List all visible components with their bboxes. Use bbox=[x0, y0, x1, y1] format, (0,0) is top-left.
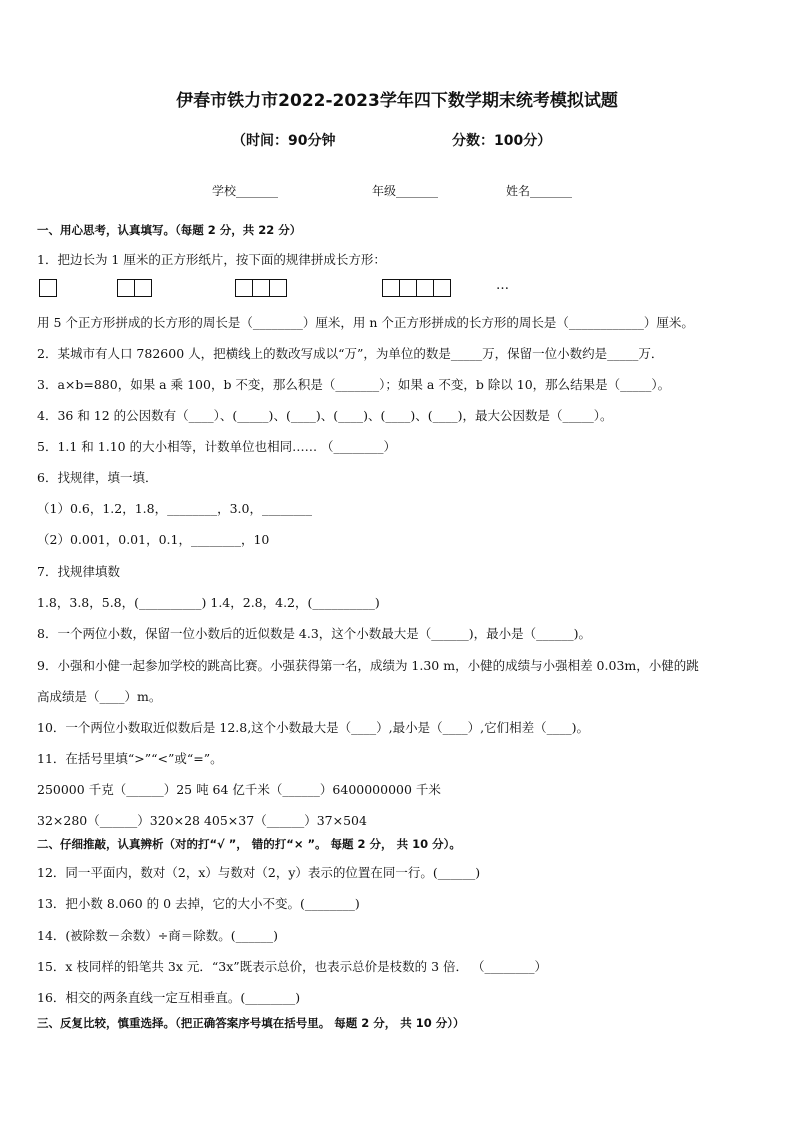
exam-time: （时间：90分钟 bbox=[232, 133, 336, 149]
question-9-line-2: 高成绩是（____）m。 bbox=[37, 689, 162, 704]
question-5: 5．1.1 和 1.10 的大小相等，计数单位也相同…… （________） bbox=[37, 439, 397, 454]
question-6: 6．找规律，填一填． bbox=[37, 470, 158, 485]
question-6-part-2: （2）0.001，0.01，0.1，________，10 bbox=[37, 532, 270, 547]
question-11-row-1: 250000 千克（______）25 吨 64 亿千米（______）6400000000 千米 bbox=[37, 782, 441, 797]
square-group-3 bbox=[235, 279, 287, 297]
square bbox=[134, 279, 152, 297]
name-field: 姓名_______ bbox=[506, 184, 573, 198]
question-15: 15．x 枝同样的铅笔共 3x 元．“3x”既表示总价，也表示总价是枝数的 3 倍． （________） bbox=[37, 959, 548, 974]
square bbox=[269, 279, 287, 297]
square-group-2 bbox=[117, 279, 152, 297]
question-2: 2．某城市有人口 782600 人，把横线上的数改写成以“万”，为单位的数是_____万，保留一位小数约是_____万． bbox=[37, 346, 664, 361]
exam-score: 分数：100分） bbox=[452, 133, 552, 149]
question-14: 14．(被除数－余数）÷商＝除数。(______) bbox=[37, 928, 279, 943]
question-16: 16．相交的两条直线一定互相垂直。(________) bbox=[37, 990, 301, 1005]
question-7-sequences: 1.8，3.8，5.8，(__________) 1.4，2.8，4.2，(__________) bbox=[37, 595, 380, 610]
question-6-part-1: （1）0.6，1.2，1.8，________，3.0，________ bbox=[37, 501, 312, 516]
question-1-answer: 用 5 个正方形拼成的长方形的周长是（________）厘米，用 n 个正方形拼成的长方形的周长是（____________）厘米。 bbox=[37, 315, 694, 330]
square-group-1 bbox=[39, 279, 57, 297]
question-12: 12．同一平面内，数对（2，x）与数对（2，y）表示的位置在同一行。(______) bbox=[37, 865, 481, 880]
square bbox=[39, 279, 57, 297]
question-1: 1．把边长为 1 厘米的正方形纸片，按下面的规律拼成长方形： bbox=[37, 252, 386, 267]
question-9-line-1: 9．小强和小健一起参加学校的跳高比赛。小强获得第一名，成绩为 1.30 m，小健的成绩与小强相差 0.03m，小健的跳 bbox=[37, 658, 699, 673]
school-field: 学校_______ bbox=[212, 184, 279, 198]
question-11-row-2: 32×280（______）320×28 405×37（______）37×504 bbox=[37, 813, 367, 828]
square-group-4 bbox=[382, 279, 451, 297]
square bbox=[252, 279, 270, 297]
square bbox=[416, 279, 434, 297]
grade-field: 年级_______ bbox=[372, 184, 439, 198]
ellipsis: … bbox=[496, 278, 509, 293]
section-1-heading: 一、用心思考，认真填写。（每题 2 分，共 22 分） bbox=[37, 223, 302, 237]
question-7: 7．找规律填数 bbox=[37, 564, 120, 579]
square bbox=[382, 279, 400, 297]
question-3: 3．a×b=880，如果 a 乘 100，b 不变，那么积是（_______）；如果 a 不变，b 除以 10，那么结果是（_____）。 bbox=[37, 377, 671, 392]
section-3-heading: 三、反复比较，慎重选择。（把正确答案序号填在括号里。 每题 2 分， 共 10 分）） bbox=[37, 1016, 465, 1030]
page-title: 伊春市铁力市2022-2023学年四下数学期末统考模拟试题 bbox=[176, 91, 618, 111]
square bbox=[117, 279, 135, 297]
section-2-heading: 二、仔细推敲，认真辨析（对的打“√ ”， 错的打“× ”。 每题 2 分， 共 10 分）。 bbox=[37, 837, 461, 851]
question-13: 13．把小数 8.060 的 0 去掉，它的大小不变。(________) bbox=[37, 896, 360, 911]
square bbox=[235, 279, 253, 297]
square bbox=[399, 279, 417, 297]
question-4: 4．36 和 12 的公因数有（____）、(_____)、(____)、(____)、(____)、(____)，最大公因数是（_____）。 bbox=[37, 408, 613, 423]
question-8: 8．一个两位小数，保留一位小数后的近似数是 4.3，这个小数最大是（______)，最小是（______)。 bbox=[37, 626, 592, 641]
question-10: 10．一个两位小数取近似数后是 12.8,这个小数最大是（____）,最小是（____）,它们相差（____)。 bbox=[37, 720, 590, 735]
square bbox=[433, 279, 451, 297]
question-11: 11．在括号里填“>”“<”或“=”。 bbox=[37, 751, 223, 766]
